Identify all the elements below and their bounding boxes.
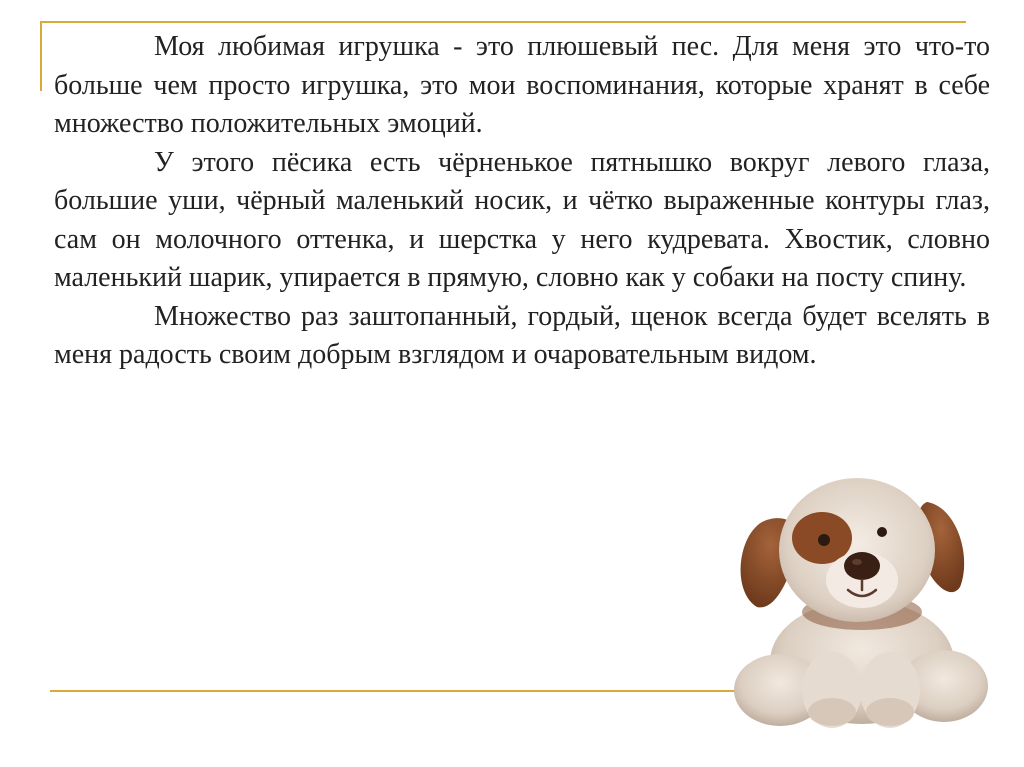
plush-nose [844,552,880,580]
decorative-left-rule [40,21,42,91]
essay-text [54,28,990,375]
paragraph-2: У этого пёсика есть чёрненькое пятнышко вокруг левого глаза, большие уши, чёрный маленький носик, и чётко выраженные контуры глаз, сам он молочного оттенка, и шерстка у него кудревата. Хвостик, словно маленький шарик, упирается в прямую, словно как у собаки на посту спину. [54,146,990,293]
paragraph-1: Моя любимая игрушка - это плюшевый пес. Для меня это что-то больше чем просто игрушка, это мои воспоминания, которые хранят в себе множество положительных эмоций. [54,31,990,139]
paragraph-3: Множество раз заштопанный, гордый, щенок всегда будет вселять в меня радость своим добрым взглядом и очаровательным видом. [54,300,990,370]
decorative-bottom-rule [50,690,770,692]
decorative-top-rule [40,21,966,23]
plush-dog-image [722,462,992,732]
